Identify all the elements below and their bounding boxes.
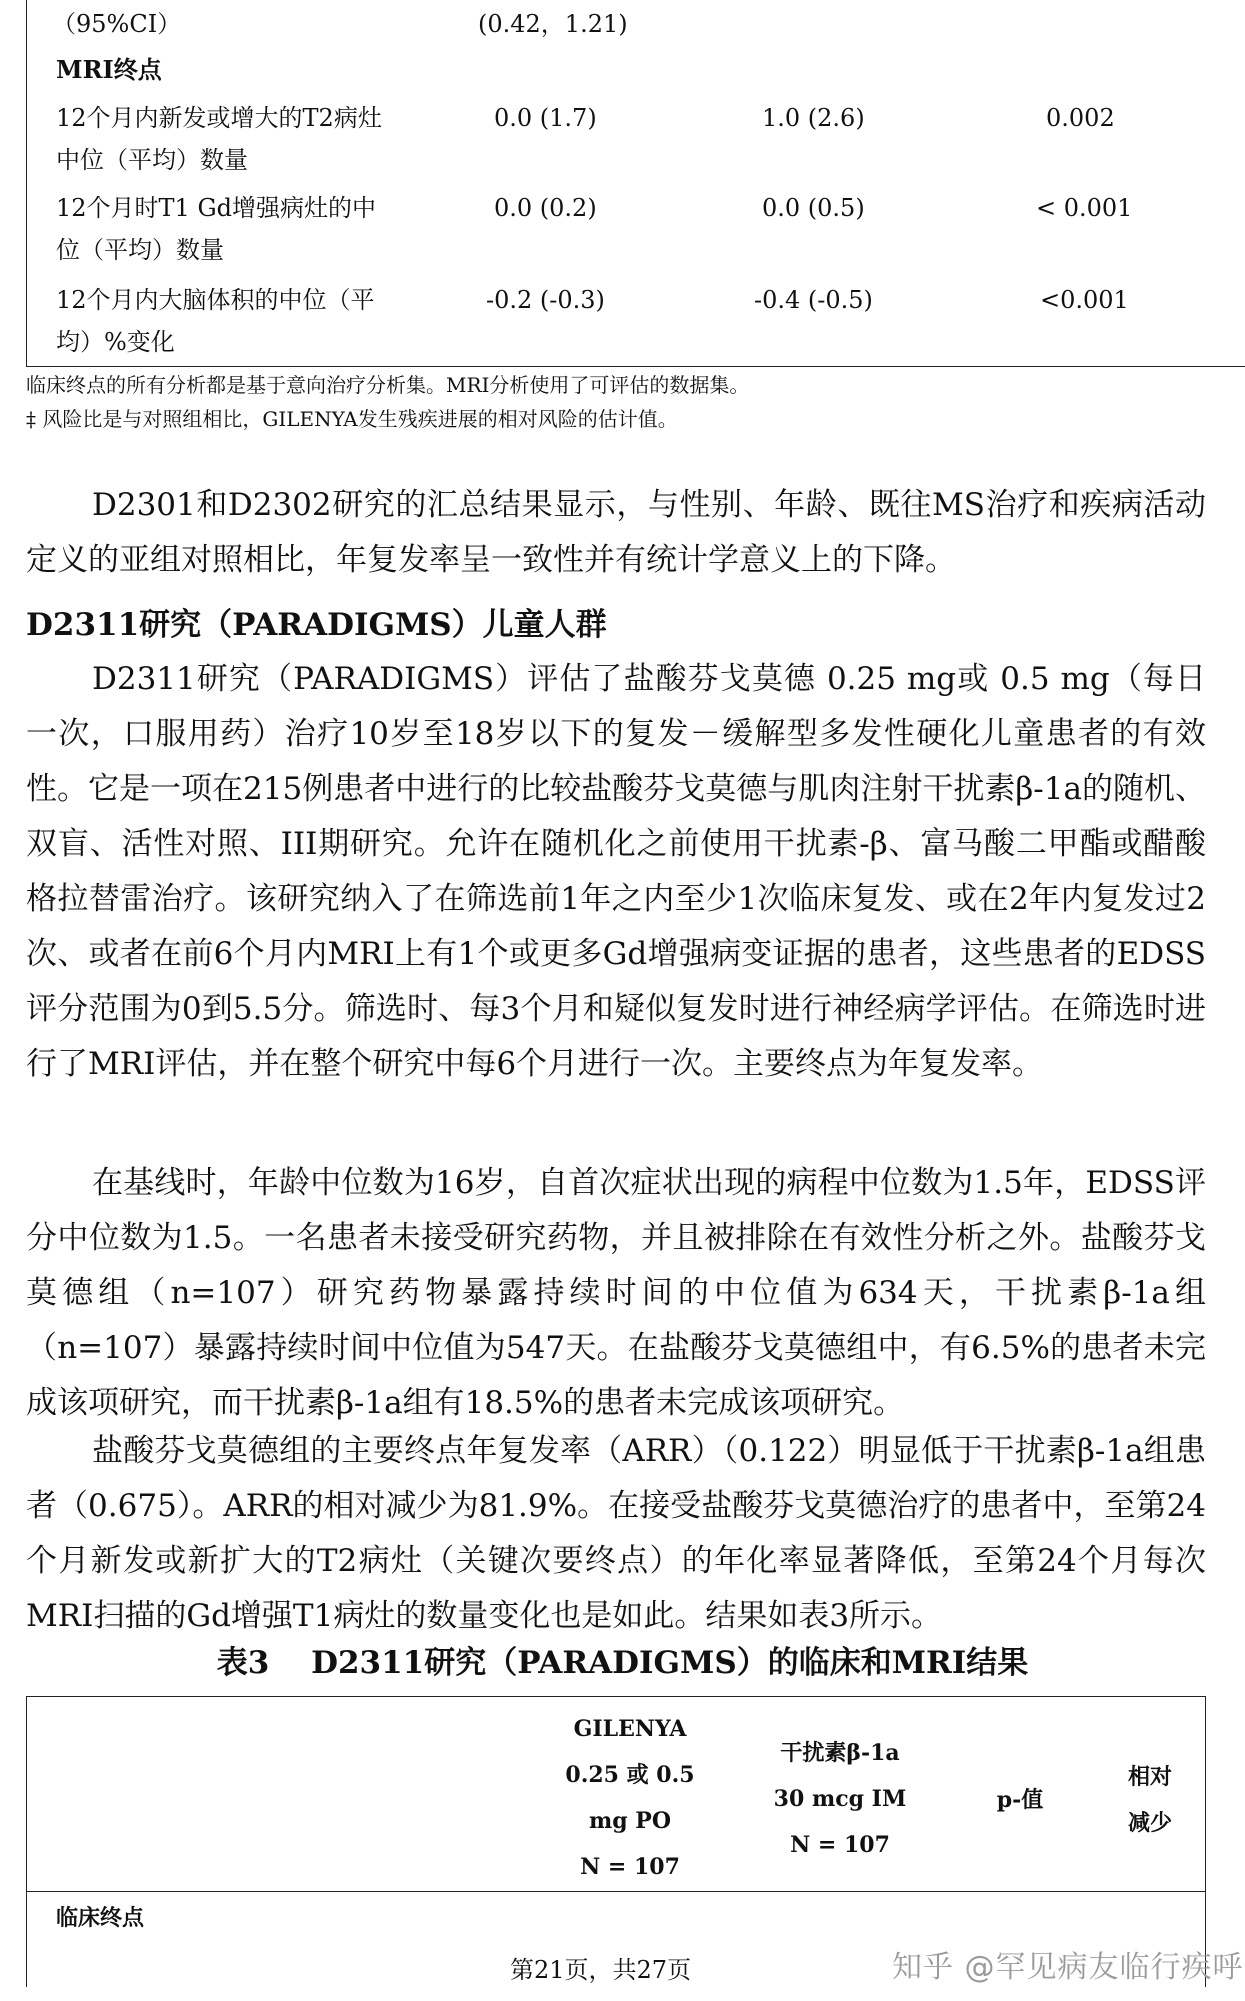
row-label: 12个月内新发或增大的T2病灶 xyxy=(56,104,382,132)
row-value-gilenya: 0.0 (0.2) xyxy=(494,194,597,222)
row-value-control: -0.4 (-0.5) xyxy=(754,286,873,314)
header-line: N = 107 xyxy=(580,1854,680,1880)
row-label: 12个月时T1 Gd增强病灶的中 xyxy=(56,194,376,222)
row-value-gilenya: -0.2 (-0.3) xyxy=(486,286,605,314)
header-line: 相对 xyxy=(1127,1764,1172,1790)
table3-header-gilenya xyxy=(530,1706,730,1890)
table3-header-p-value: p-值 xyxy=(996,1787,1044,1813)
table3-header-interferon xyxy=(740,1730,940,1868)
row-label: 位（平均）数量 xyxy=(56,236,224,264)
ci-label: （95%CI） xyxy=(52,10,182,38)
paragraph-d2311-baseline: 在基线时，年龄中位数为16岁，自首次症状出现的病程中位数为1.5年，EDSS评分中位数为1.5。一名患者未接受研究药物，并且被排除在有效性分析之外。盐酸芬戈莫德组（n=107）研究药物暴露持续时间的中位值为634天，干扰素β-1a组（n=107）暴露持续时间中位值为547天。在盐酸芬戈莫德组中，有6.5%的患者未完成该项研究，而干扰素β-1a组有18.5%的患者未完成该项研究。 xyxy=(26,1165,1206,1421)
table3-title: 表3 D2311研究（PARADIGMS）的临床和MRI结果 xyxy=(216,1645,1029,1681)
header-line: N = 107 xyxy=(790,1832,890,1858)
header-line: mg PO xyxy=(588,1808,672,1834)
paragraph-d2311-results: 盐酸芬戈莫德组的主要终点年复发率（ARR）（0.122）明显低于干扰素β-1a组患者（0.675）。ARR的相对减少为81.9%。在接受盐酸芬戈莫德治疗的患者中，至第24个月新发或新扩大的T2病灶（关键次要终点）的年化率显著降低，至第24个月每次MRI扫描的Gd增强T1病灶的数量变化也是如此。结果如表3所示。 xyxy=(26,1433,1206,1634)
ci-value: (0.42，1.21) xyxy=(478,10,628,38)
header-line: 30 mcg IM xyxy=(773,1786,907,1812)
paragraph-d2311-design: D2311研究（PARADIGMS）评估了盐酸芬戈莫德 0.25 mg或 0.5 mg（每日一次，口服用药）治疗10岁至18岁以下的复发－缓解型多发性硬化儿童患者的有效性。它是一项在215例患者中进行的比较盐酸芬戈莫德与肌肉注射干扰素β-1a的随机、双盲、活性对照、III期研究。允许在随机化之前使用干扰素-β、富马酸二甲酯或醋酸格拉替雷治疗。该研究纳入了在筛选前1年之内至少1次临床复发、或在2年内复发过2次、或者在前6个月内MRI上有1个或更多Gd增强病变证据的患者，这些患者的EDSS评分范围为0到5.5分。筛选时、每3个月和疑似复发时进行神经病学评估。在筛选时进行了MRI评估，并在整个研究中每6个月进行一次。主要终点为年复发率。 xyxy=(26,661,1206,1082)
header-line: 干扰素β-1a xyxy=(780,1740,900,1766)
watermark: 知乎 @罕见病友临行疾呼 xyxy=(892,1950,1244,1985)
header-line: GILENYA xyxy=(573,1716,687,1742)
table3-clinical-section: 临床终点 xyxy=(56,1905,145,1931)
header-line: 减少 xyxy=(1127,1810,1172,1836)
header-line: 0.25 或 0.5 xyxy=(565,1762,695,1788)
table3-header-divider xyxy=(26,1891,1206,1892)
row-value-gilenya: 0.0 (1.7) xyxy=(494,104,597,132)
row-value-control: 0.0 (0.5) xyxy=(762,194,865,222)
table1-footnote: 临床终点的所有分析都是基于意向治疗分析集。MRI分析使用了可评估的数据集。 xyxy=(26,373,750,397)
section-heading: D2311研究（PARADIGMS）儿童人群 xyxy=(26,607,607,643)
row-value-control: 1.0 (2.6) xyxy=(762,104,865,132)
row-label: 中位（平均）数量 xyxy=(56,146,248,174)
row-p-value: 0.002 xyxy=(1046,104,1115,132)
table3-header-relative-reduction xyxy=(1110,1754,1190,1846)
paragraph-pooled-results: D2301和D2302研究的汇总结果显示，与性别、年龄、既往MS治疗和疾病活动定义的亚组对照相比，年复发率呈一致性并有统计学意义上的下降。 xyxy=(26,487,1206,578)
row-p-value: <0.001 xyxy=(1040,286,1129,314)
table1-footnote: ‡ 风险比是与对照组相比，GILENYA发生残疾进展的相对风险的估计值。 xyxy=(26,407,678,431)
row-p-value: < 0.001 xyxy=(1036,194,1133,222)
row-label: 12个月内大脑体积的中位（平 xyxy=(56,286,375,314)
page-number: 第21页，共27页 xyxy=(510,1956,692,1984)
mri-section-title: MRI终点 xyxy=(56,55,162,84)
row-label: 均）%变化 xyxy=(56,328,175,356)
